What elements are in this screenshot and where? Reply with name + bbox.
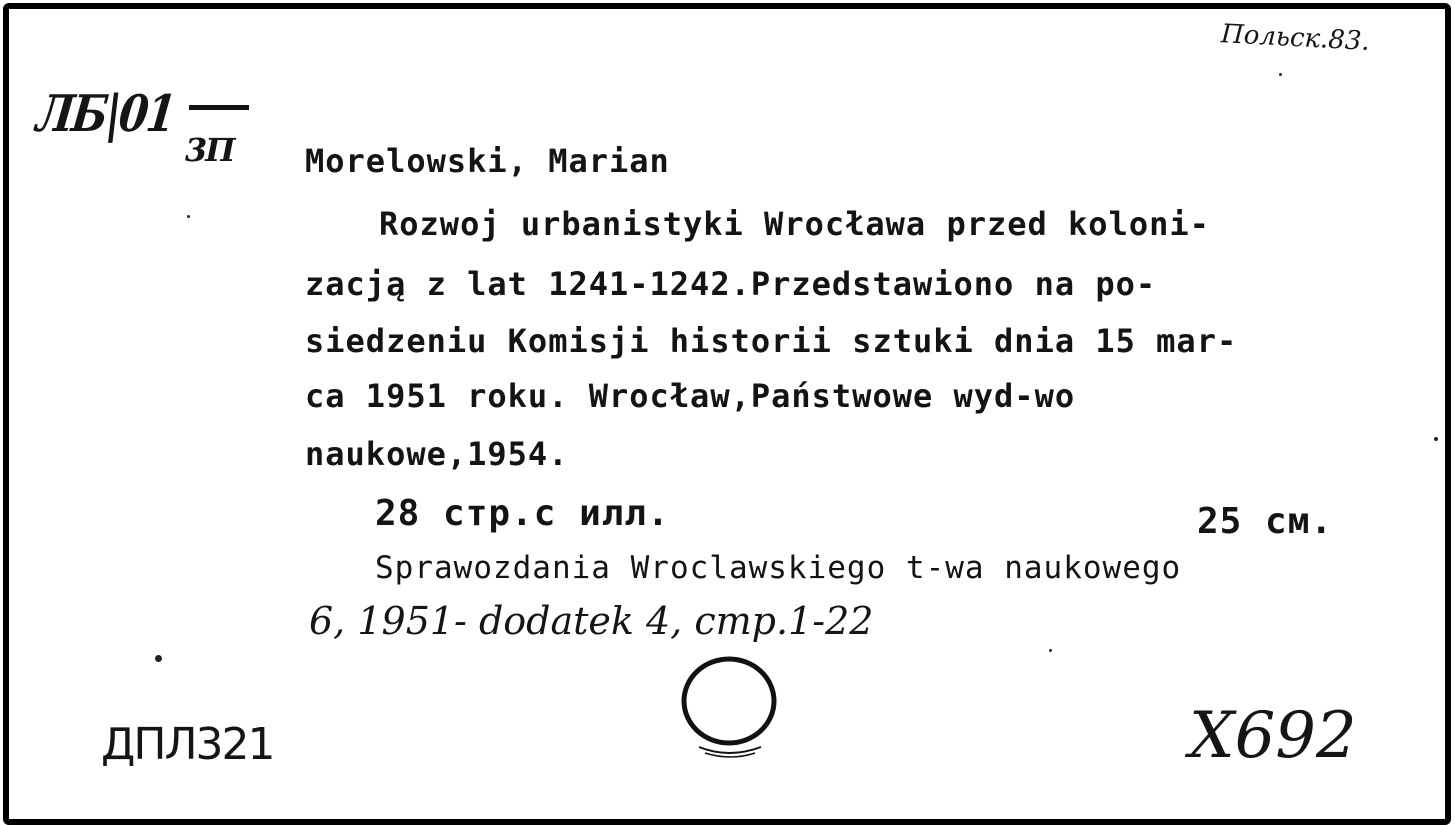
title-line: siedzeniu Komisji historii sztuki dnia 15 mar- — [305, 322, 1238, 360]
size-line: 25 см. — [1197, 501, 1334, 542]
classification-note: Польск.83. — [1220, 19, 1371, 57]
title-line: zacją z lat 1241-1242.Przedstawiono na po- — [305, 265, 1157, 303]
stamp-circle-icon — [675, 649, 783, 761]
series-line: Sprawozdania Wroclawskiego t-wa naukowego — [375, 550, 1182, 586]
author-line: Morelowski, Marian — [305, 142, 670, 180]
shelf-mark-sub: 3П — [185, 131, 234, 169]
shelf-mark-divider — [189, 105, 249, 110]
ink-speck — [1434, 437, 1438, 441]
title-line: ca 1951 roku. Wrocław,Państwowe wyd-wo — [305, 377, 1076, 415]
ink-speck — [1049, 649, 1052, 652]
inventory-number-left: ДПЛ321 — [101, 719, 274, 770]
inventory-number-right: Х692 — [1189, 699, 1357, 773]
title-line: naukowe,1954. — [305, 435, 569, 473]
pagination-line: 28 стр.с илл. — [375, 493, 670, 534]
ink-speck — [155, 655, 162, 662]
catalog-card — [3, 3, 1451, 825]
handwritten-series-note: 6, 1951- dodatek 4, стр.1-22 — [309, 599, 874, 643]
ink-speck — [187, 215, 190, 218]
shelf-mark: ЛБ|01 — [33, 84, 178, 143]
title-line: Rozwoj urbanistyki Wrocława przed koloni- — [379, 205, 1210, 243]
ink-speck — [1279, 73, 1282, 76]
